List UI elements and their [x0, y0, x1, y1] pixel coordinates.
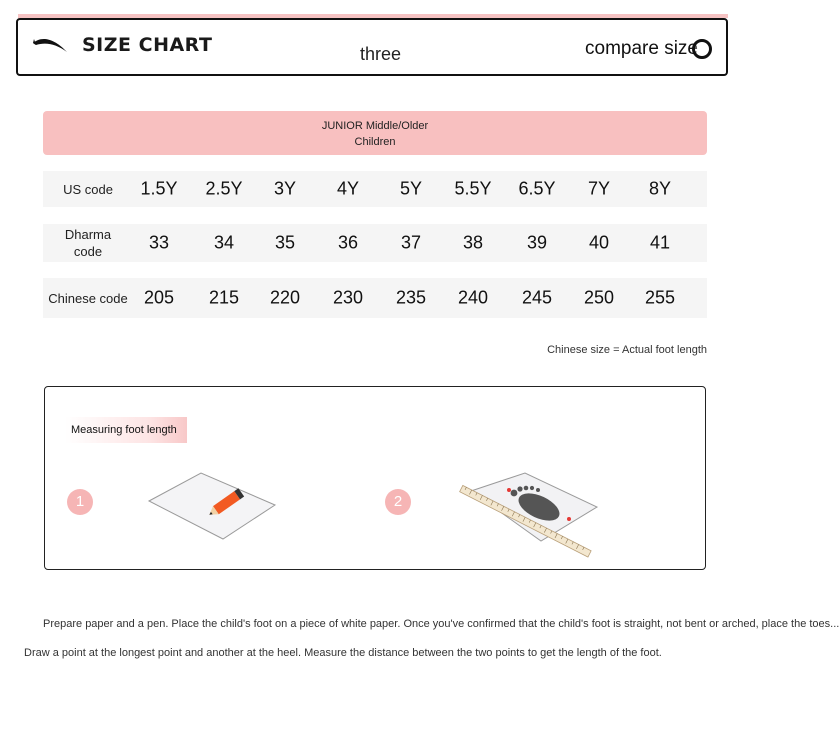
brand-swoosh-icon — [32, 35, 68, 55]
size-cell: 230 — [332, 287, 364, 308]
size-note: Chinese size = Actual foot length — [547, 344, 707, 356]
size-cell: 4Y — [336, 178, 360, 199]
size-cell: 8Y — [648, 178, 672, 199]
size-cell: 37 — [400, 232, 422, 253]
page-title: SIZE CHART — [82, 34, 213, 56]
size-cell: 250 — [583, 287, 615, 308]
measure-tag: Measuring foot length — [65, 417, 187, 443]
header-center-text: three — [360, 44, 402, 64]
size-cell: 36 — [337, 232, 359, 253]
step-1-badge: 1 — [67, 489, 93, 515]
group-title-line1: JUNIOR Middle/Older — [321, 120, 429, 132]
size-cell: 5.5Y — [454, 178, 492, 199]
size-cell: 7Y — [587, 178, 611, 199]
size-group-header — [43, 111, 707, 155]
size-cell: 5Y — [399, 178, 423, 199]
size-cell: 1.5Y — [140, 178, 178, 199]
measure-panel — [44, 386, 706, 570]
size-cell: 40 — [588, 232, 610, 253]
size-row-us — [43, 171, 707, 207]
compare-size-label: compare size — [585, 38, 698, 59]
size-row-chinese — [43, 278, 707, 318]
size-cell: 39 — [526, 232, 548, 253]
size-cell: 240 — [457, 287, 489, 308]
size-cell: 6.5Y — [518, 178, 556, 199]
size-cell: 215 — [208, 287, 240, 308]
size-cell: 205 — [143, 287, 175, 308]
row-label: Dharma code — [64, 227, 112, 259]
instruction-line-1: Prepare paper and a pen. Place the child's foot on a piece of white paper. Once you've confirmed that the child's foot is straight, not bent or arched, place the toes... — [43, 618, 839, 630]
size-cell: 34 — [213, 232, 235, 253]
size-cell: 245 — [521, 287, 553, 308]
size-row-dharma — [43, 224, 707, 262]
instruction-line-2: Draw a point at the longest point and another at the heel. Measure the distance between the two points to get the length of the foot. — [24, 647, 662, 659]
row-cells — [133, 171, 707, 207]
size-cell: 33 — [148, 232, 170, 253]
size-chart-header — [16, 18, 728, 76]
row-cells — [133, 224, 707, 262]
circle-icon — [692, 39, 712, 59]
size-cell: 41 — [649, 232, 671, 253]
compare-size-button[interactable] — [585, 38, 712, 60]
row-label: US code — [63, 181, 113, 197]
row-cells — [133, 278, 707, 318]
paper-pencil-icon — [149, 469, 279, 546]
foot-ruler-icon — [459, 469, 599, 556]
group-title-line2: Children — [354, 136, 396, 148]
brand — [32, 34, 212, 56]
step-2-badge: 2 — [385, 489, 411, 515]
size-cell: 38 — [462, 232, 484, 253]
size-cell: 255 — [644, 287, 676, 308]
row-label: Chinese code — [48, 290, 128, 306]
size-cell: 2.5Y — [205, 178, 243, 199]
size-cell: 220 — [269, 287, 301, 308]
size-cell: 35 — [274, 232, 296, 253]
size-cell: 3Y — [273, 178, 297, 199]
size-cell: 235 — [395, 287, 427, 308]
